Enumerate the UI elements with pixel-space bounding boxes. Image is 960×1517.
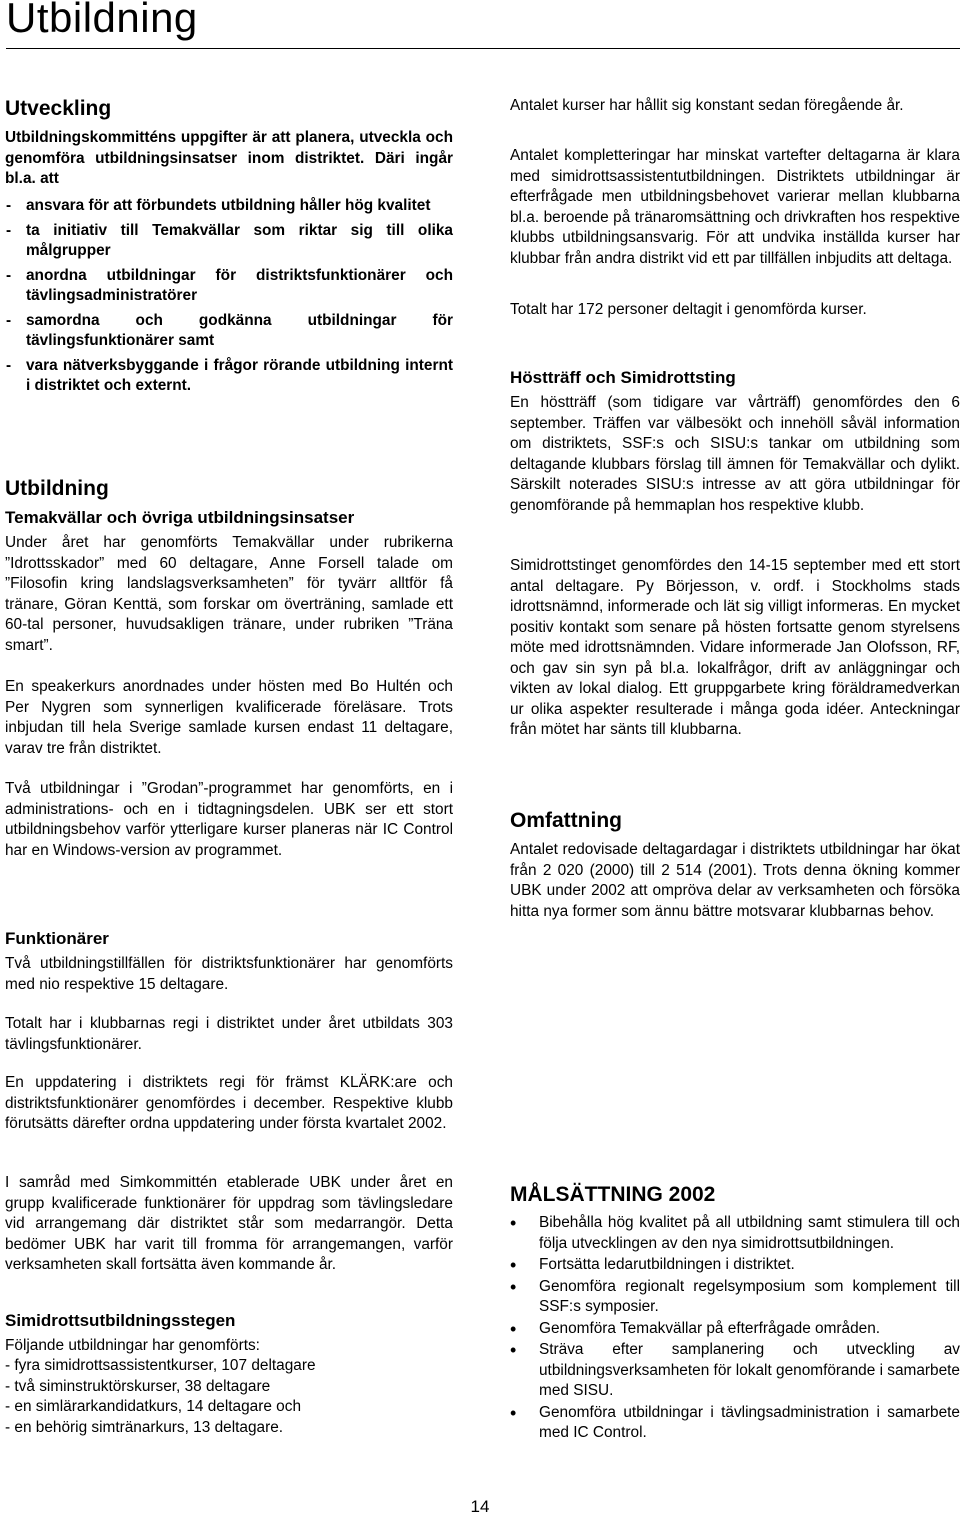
paragraph: I samråd med Simkommittén etablerade UBK under året en grupp kvalificerade funktionärer för uppdrag som tävlingsledare vid arrangemang där distriktet står som medarrangör. Detta bedömer UBK har varit till fromma för arrangemangen, varför verksamheten skall fortsätta även kommande år. — [5, 1174, 453, 1273]
paragraph: Två utbildningar i ”Grodan”-programmet har genomförts, en i administrations- och en i tidtagningsdelen. UBK ser ett stort utbildningsbehov varför ytterligare kurser planeras när IC Control har en Windows-version av programmet. — [5, 780, 453, 859]
paragraph: Totalt har i klubbarnas regi i distriktet under året utbildats 303 tävlingsfunktionärer. — [5, 1015, 453, 1053]
list-item: • Genomföra regionalt regelsymposium som komplement till SSF:s symposier. — [510, 1277, 960, 1318]
paragraph: En uppdatering i distriktets regi för främst KLÄRK:are och distriktsfunktionärer genomfördes i december. Respektive klubb förutsätts därefter ordna uppdatering under första kvartalet 2002. — [5, 1074, 453, 1132]
funktionarer-heading: Funktionärer — [5, 929, 109, 948]
simidrottsutbildningsstegen-heading: Simidrottsutbildningsstegen — [5, 1311, 236, 1330]
list-item: • Genomföra Temakvällar på efterfrågade områden. — [510, 1319, 960, 1340]
utbildning-heading: Utbildning — [5, 477, 109, 500]
utveckling-intro: Utbildningskommitténs uppgifter är att planera, utveckla och genomföra utbildningsinsatser inom distriktet. Däri ingår bl.a. att — [5, 129, 453, 187]
list-item: - anordna utbildningar för distriktsfunktionärer och tävlingsadministratörer — [5, 266, 453, 307]
list-item: • Sträva efter samplanering och utveckling av utbildningsverksamheten för lokalt genomförande i samarbete med SISU. — [510, 1340, 960, 1402]
hosttraff-heading: Höstträff och Simidrottsting — [510, 368, 736, 387]
paragraph: Under året har genomförts Temakvällar under rubrikerna ”Idrottsskador” med 60 deltagare, Anne Forsell talade om ”Filosofin kring landslagsverksamheten” för tyvärr alltför få tränare, Göran Kenttä, som forskar om överträning, samlade ett 60-tal personer, huvudsakligen tränare, under rubriken ”Träna smart”. — [5, 534, 453, 654]
list-item: - två siminstruktörskurser, 38 deltagare — [5, 1377, 271, 1395]
malsattning-heading: MÅLSÄTTNING 2002 — [510, 1183, 716, 1206]
utveckling-heading: Utveckling — [5, 97, 112, 120]
list-item: • Bibehålla hög kvalitet på all utbildning samt stimulera till och följa utvecklingen av den nya simidrottsutbildningen. — [510, 1213, 960, 1254]
omfattning-heading: Omfattning — [510, 809, 622, 832]
list-item: - en behörig simtränarkurs, 13 deltagare. — [5, 1418, 284, 1436]
page-number: 14 — [470, 1497, 490, 1516]
paragraph: En speakerkurs anordnades under hösten med Bo Hultén och Per Nygren som synnerligen kvalificerade föreläsare. Trots inbjudan till hela Sverige samlade kursen endast 11 deltagare, varav tre från distriktet. — [5, 678, 453, 757]
list-item: - vara nätverksbyggande i frågor rörande utbildning internt i distriktet och externt. — [5, 356, 453, 397]
temakvallar-subheading: Temakvällar och övriga utbildningsinsatser — [5, 508, 355, 527]
title-rule — [6, 48, 960, 49]
paragraph: Antalet redovisade deltagardagar i distriktets utbildningar har ökat från 2 020 (2000) till 2 514 (2001). Trots denna ökning kommer UBK under 2002 att ompröva delar av verksamheten och försöka hitta nya former som ännu bättre motsvarar klubbarnas behov. — [510, 841, 960, 920]
malsattning-list — [510, 1213, 960, 1445]
paragraph: En höstträff (som tidigare var vårträff) genomfördes den 6 september. Träffen var välbesökt och innehöll såväl information om distriktets, SSF:s och SISU:s tankar om utbildning som deltagande klubbars förslag till ämnen för Temakvällar och dylikt. Särskilt noterades SISU:s intresse av att göra utbildningar för genomförande på hemmaplan hos respektive klubb. — [510, 394, 960, 514]
list-item: - samordna och godkänna utbildningar för tävlingsfunktionärer samt — [5, 311, 453, 352]
list-item: • Fortsätta ledarutbildningen i distriktet. — [510, 1255, 960, 1276]
paragraph: Följande utbildningar har genomförts: — [5, 1337, 260, 1354]
list-item: • Genomföra utbildningar i tävlingsadministration i samarbete med IC Control. — [510, 1403, 960, 1444]
paragraph: Antalet kompletteringar har minskat vartefter deltagarna är klara med simidrottsassistentutbildningen. Distriktets utbildningar är efterfrågade men utbildningsbehovet varierar mellan klubbarna bl.a. beroende på tränaromsättning och drivkraften hos respektive klubbs utbildningsansvarig. För att undvika inställda kurser har klubbar från andra distrikt vid ett par tillfällen inbjudits att deltaga. — [510, 147, 960, 267]
paragraph: Två utbildningstillfällen för distriktsfunktionärer har genomförts med nio respektive 15 deltagare. — [5, 955, 453, 993]
list-item: - ansvara för att förbundets utbildning håller hög kvalitet — [5, 196, 453, 217]
page-title: Utbildning — [6, 0, 198, 41]
list-item: - en simlärarkandidatkurs, 14 deltagare och — [5, 1398, 301, 1415]
utveckling-list — [5, 196, 453, 401]
list-item: - ta initiativ till Temakvällar som riktar sig till olika målgrupper — [5, 221, 453, 262]
paragraph: Simidrottstinget genomfördes den 14-15 september med ett stort antal deltagare. Py Börjesson, v. ordf. i Stockholms stads idrottsnämnd, informerade och lät sig villigt informeras. En mycket positiv kontakt som senare på hösten fortsatte genom styrelsens möte med idrottsnämnden. Vidare informerade Jan Olofsson, RF, och gav sin syn på bl.a. lokalfrågor, drift av anläggningar och vikten av lokal dialog. Ett gruppgarbete kring föräldramedverkan ur olika aspekter resulterade i många goda idéer. Anteckningar från mötet har sänts till klubbarna. — [510, 557, 960, 738]
list-item: - fyra simidrottsassistentkurser, 107 deltagare — [5, 1357, 316, 1374]
paragraph: Antalet kurser har hållit sig konstant sedan föregående år. — [510, 97, 904, 114]
paragraph: Totalt har 172 personer deltagit i genomförda kurser. — [510, 301, 867, 318]
simidrottsutbildningsstegen-list — [5, 1356, 453, 1438]
